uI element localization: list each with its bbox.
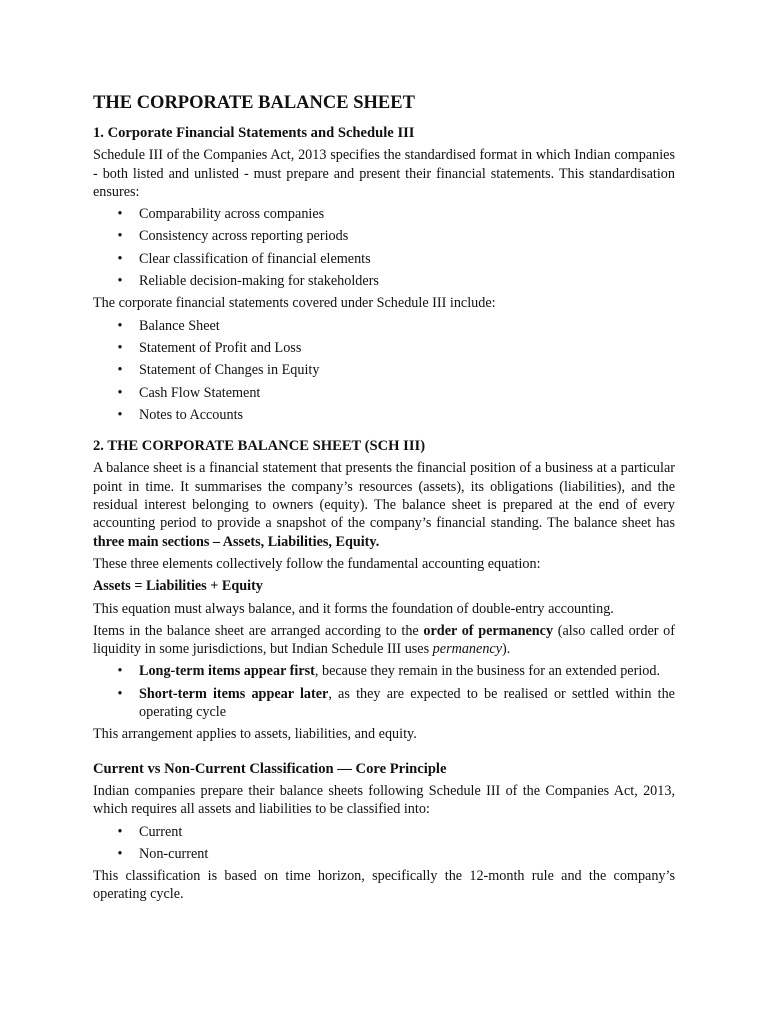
document-title: THE CORPORATE BALANCE SHEET: [93, 93, 415, 113]
ensures-list: [93, 205, 675, 290]
order-list: [93, 662, 675, 721]
document-page: [93, 92, 675, 908]
classification-list: [93, 823, 675, 864]
bullet-icon: •: [117, 339, 123, 356]
section-1-intro: Schedule III of the Companies Act, 2013 specifies the standardised format in which Indian companies - both listed and unlisted - must prepare and present their financial statements. This standardisation ensures:: [93, 147, 675, 200]
bullet-icon: •: [117, 663, 123, 680]
section-3-heading: Current vs Non-Current Classification — Core Principle: [93, 760, 447, 777]
equation-intro: These three elements collectively follow the fundamental accounting equation:: [93, 555, 541, 572]
list-item: • Long-term items appear first, because they remain in the business for an extended period.: [93, 662, 675, 680]
list-item: • Non-current: [93, 845, 675, 863]
list-item: • Statement of Changes in Equity: [93, 361, 675, 379]
bullet-icon: •: [117, 823, 123, 840]
bullet-icon: •: [117, 384, 123, 401]
list-item: • Notes to Accounts: [93, 406, 675, 424]
bullet-icon: •: [117, 317, 123, 334]
equation-note: This equation must always balance, and it forms the foundation of double-entry accounting.: [93, 600, 614, 617]
bullet-icon: •: [117, 250, 123, 267]
bullet-icon: •: [117, 362, 123, 379]
accounting-equation: Assets = Liabilities + Equity: [93, 578, 263, 595]
bullet-icon: •: [117, 273, 123, 290]
classification-closing: This classification is based on time horizon, specifically the 12-month rule and the company’s operating cycle.: [93, 868, 675, 903]
list-item: • Cash Flow Statement: [93, 384, 675, 402]
list-item: • Short-term items appear later, as they are expected to be realised or settled within the operating cycle: [93, 685, 675, 722]
list-item: • Comparability across companies: [93, 205, 675, 223]
list-item: • Clear classification of financial elements: [93, 250, 675, 268]
list-item: • Consistency across reporting periods: [93, 227, 675, 245]
bullet-icon: •: [117, 406, 123, 423]
bullet-icon: •: [117, 685, 123, 702]
arrangement-note: This arrangement applies to assets, liabilities, and equity.: [93, 726, 417, 743]
section-1-heading: 1. Corporate Financial Statements and Schedule III: [93, 125, 415, 141]
statements-intro: The corporate financial statements covered under Schedule III include:: [93, 295, 496, 312]
order-of-permanency-paragraph: Items in the balance sheet are arranged according to the order of permanency (also called order of liquidity in some jurisdictions, but Indian Schedule III uses permanency).: [93, 622, 675, 658]
list-item: • Balance Sheet: [93, 317, 675, 335]
classification-intro: Indian companies prepare their balance sheets following Schedule III of the Companies Act, 2013, which requires all assets and liabilities to be classified into:: [93, 782, 675, 818]
bullet-icon: •: [117, 206, 123, 223]
balance-sheet-definition: A balance sheet is a financial statement that presents the financial position of a business at a particular point in time. It summarises the company’s resources (assets), its obligations (liabilities), and the residual interest belonging to owners (equity). The balance sheet is prepared at the end of every accounting period to provide a snapshot of the company’s financial standing. The balance sheet has three main sections – Assets, Liabilities, Equity.: [93, 460, 675, 550]
list-item: • Current: [93, 823, 675, 841]
list-item: • Reliable decision-making for stakeholders: [93, 272, 675, 290]
statements-list: [93, 317, 675, 424]
bullet-icon: •: [117, 845, 123, 862]
list-item: • Statement of Profit and Loss: [93, 339, 675, 357]
section-2-heading: 2. THE CORPORATE BALANCE SHEET (SCH III): [93, 438, 426, 455]
bullet-icon: •: [117, 228, 123, 245]
